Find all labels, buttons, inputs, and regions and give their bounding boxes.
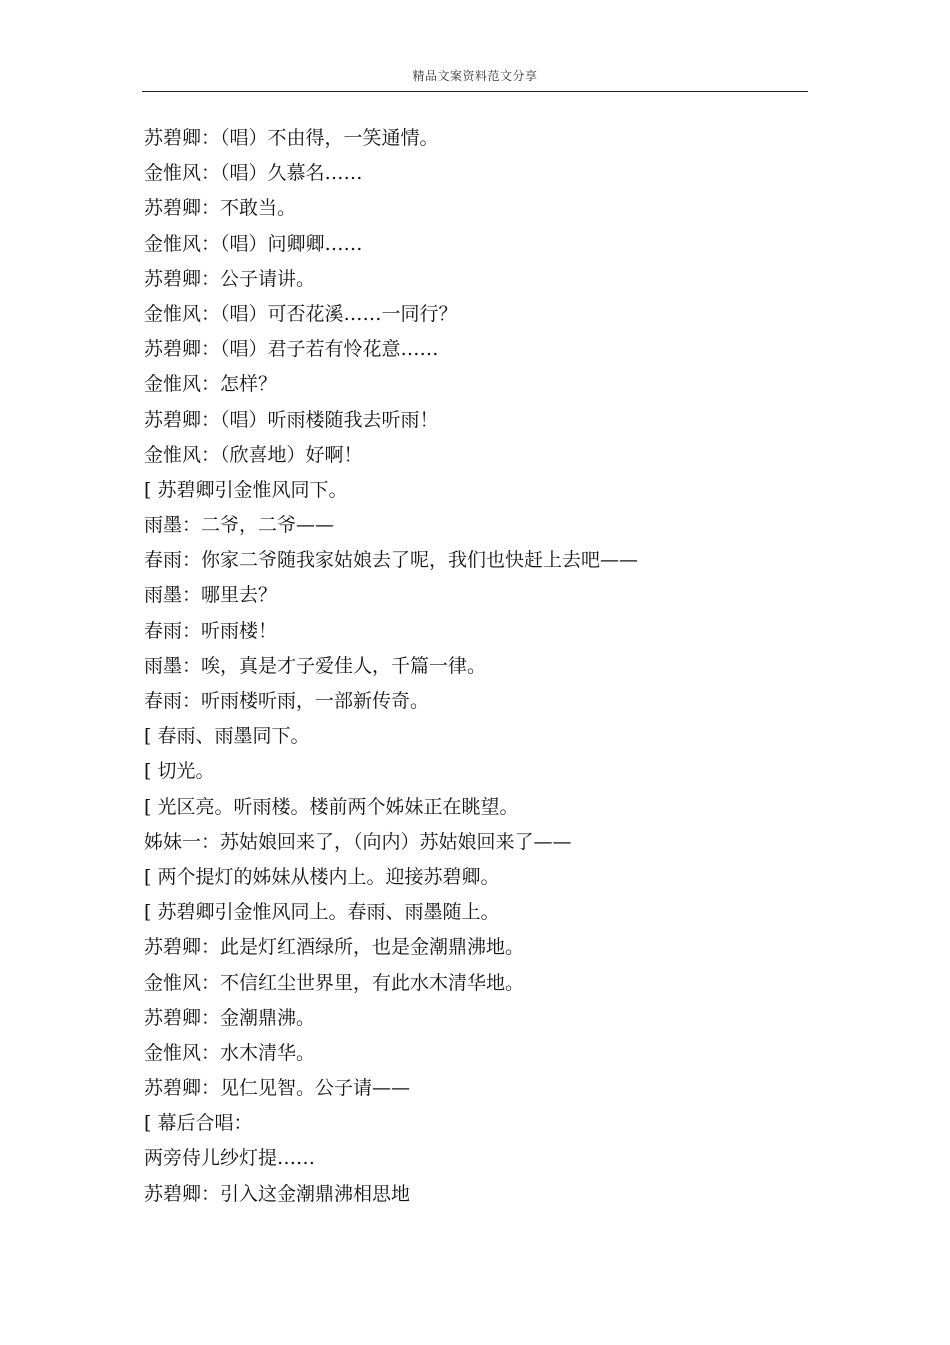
script-line: 金惟风：水木清华。 — [144, 1041, 316, 1064]
script-line: 姊妹一：苏姑娘回来了，（向内）苏姑娘回来了—— — [144, 830, 572, 853]
script-line: 金惟风：（唱）问卿卿…… — [144, 232, 363, 255]
script-line: 苏碧卿：公子请讲。 — [144, 267, 316, 290]
stage-direction: [ 苏碧卿引金惟风同下。 — [144, 478, 348, 501]
script-line: 苏碧卿：不敢当。 — [144, 197, 297, 220]
stage-direction: [ 苏碧卿引金惟风同上。春雨、雨墨随上。 — [144, 901, 500, 924]
script-line: 苏碧卿：（唱）不由得，一笑通情。 — [144, 127, 439, 149]
stage-direction: [ 春雨、雨墨同下。 — [144, 725, 310, 748]
script-line: 苏碧卿：此是灯红酒绿所，也是金潮鼎沸地。 — [144, 936, 525, 959]
script-line: 春雨：听雨楼！ — [144, 619, 278, 642]
stage-direction: [ 光区亮。听雨楼。楼前两个姊妹正在眺望。 — [144, 795, 519, 818]
script-body — [144, 121, 824, 1212]
script-line: 苏碧卿：引入这金潮鼎沸相思地 — [144, 1182, 411, 1205]
stage-direction: [ 幕后合唱： — [144, 1112, 253, 1135]
script-line: 金惟风：不信红尘世界里，有此水木清华地。 — [144, 971, 525, 994]
script-line: 苏碧卿：见仁见智。公子请—— — [144, 1077, 411, 1100]
stage-direction: [ 切光。 — [144, 760, 215, 783]
script-line: 金惟风：（唱）可否花溪……一同行？ — [144, 302, 458, 325]
script-line: 金惟风：（唱）久慕名…… — [144, 162, 363, 185]
script-line: 春雨：你家二爷随我家姑娘去了呢，我们也快赶上去吧—— — [144, 549, 639, 572]
script-line: 苏碧卿：金潮鼎沸。 — [144, 1006, 316, 1029]
page-header — [142, 64, 808, 92]
script-line: 雨墨：二爷，二爷—— — [144, 514, 335, 537]
script-line: 两旁侍儿纱灯提…… — [144, 1147, 316, 1170]
script-line: 金惟风：怎样？ — [144, 373, 278, 396]
script-line: 金惟风：（欣喜地）好啊！ — [144, 443, 363, 466]
script-line: 雨墨：哪里去？ — [144, 584, 278, 607]
script-line: 春雨：听雨楼听雨，一部新传奇。 — [144, 690, 430, 712]
script-line: 苏碧卿：（唱）君子若有怜花意…… — [144, 338, 439, 361]
header-text: 精品文案资料范文分享 — [412, 69, 538, 83]
stage-direction: [ 两个提灯的姊妹从楼内上。迎接苏碧卿。 — [144, 865, 500, 888]
script-line: 雨墨：唉，真是才子爱佳人，千篇一律。 — [144, 654, 487, 677]
script-line: 苏碧卿：（唱）听雨楼随我去听雨！ — [144, 408, 439, 431]
